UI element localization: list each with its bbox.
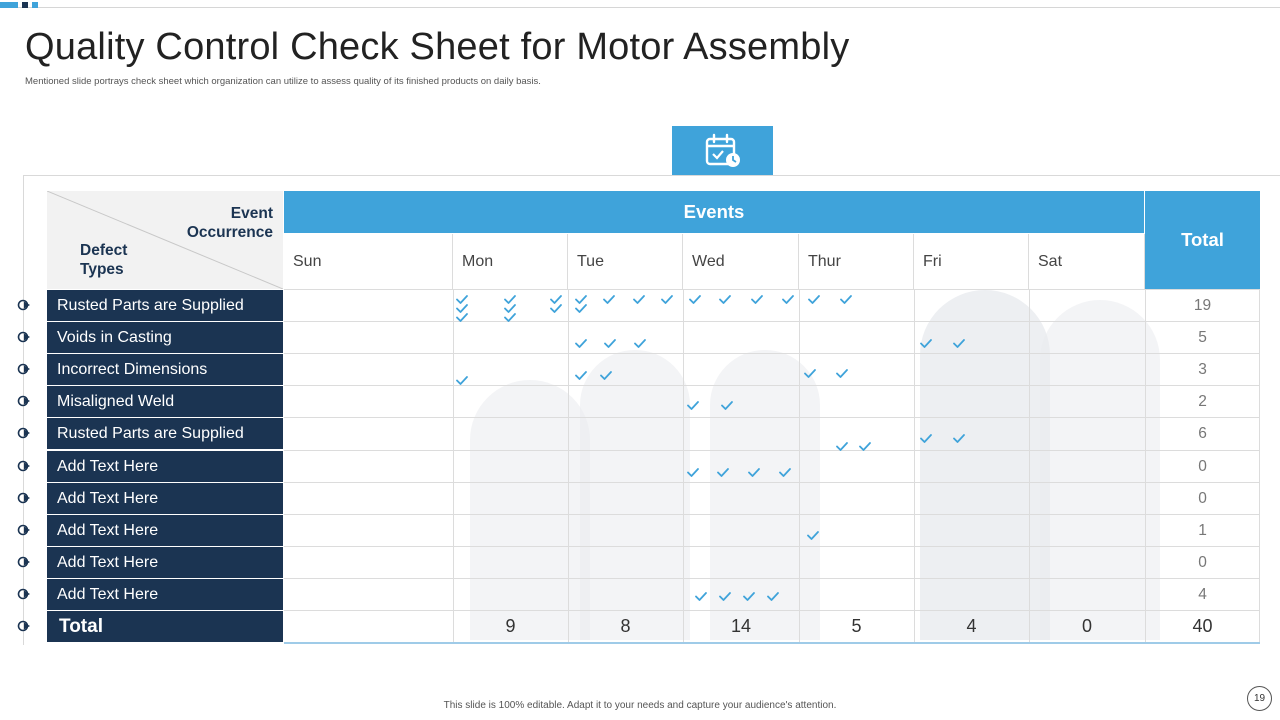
check-mark-icon xyxy=(603,295,615,304)
row-total: 2 xyxy=(1198,392,1207,410)
check-mark-icon xyxy=(695,592,707,601)
row-label-voids-casting xyxy=(47,322,283,353)
day-header-mon: Mon xyxy=(453,234,568,289)
check-mark-icon xyxy=(836,369,848,378)
grid-row-line xyxy=(284,578,1260,579)
grid-row-line xyxy=(284,417,1260,418)
check-mark-icon xyxy=(687,468,699,477)
row-label-total xyxy=(47,611,283,642)
grid-row-line xyxy=(284,353,1260,354)
check-mark-icon xyxy=(840,295,852,304)
arrow-bullet-icon xyxy=(17,587,31,601)
corner-accent-dark xyxy=(22,2,28,8)
check-mark-icon xyxy=(456,313,468,322)
grid-col-line xyxy=(799,289,800,643)
calendar-check-icon xyxy=(704,133,742,169)
check-mark-icon xyxy=(661,295,673,304)
row-label-text: Add Text Here xyxy=(57,585,159,603)
grid-col-line xyxy=(568,289,569,643)
row-label-incorrect-dimensions xyxy=(47,354,283,385)
defect-types-label xyxy=(80,241,127,279)
grid-row-line xyxy=(284,450,1260,451)
calendar-badge xyxy=(672,126,773,176)
row-label-text: Rusted Parts are Supplied xyxy=(57,296,244,314)
grid-row-line xyxy=(284,514,1260,515)
table-bottom-rule xyxy=(284,642,1260,644)
arrow-bullet-icon xyxy=(17,619,31,633)
check-mark-icon xyxy=(920,339,932,348)
row-total: 0 xyxy=(1198,489,1207,507)
row-label-text: Incorrect Dimensions xyxy=(57,360,208,378)
check-mark-icon xyxy=(689,295,701,304)
check-mark-icon xyxy=(859,442,871,451)
check-mark-icon xyxy=(953,339,965,348)
defect-label-line2: Types xyxy=(80,261,124,278)
day-header-thur: Thur xyxy=(799,234,914,289)
check-mark-icon xyxy=(456,304,468,313)
grid-row-line xyxy=(284,321,1260,322)
arrow-bullet-icon xyxy=(17,491,31,505)
event-label-line1: Event xyxy=(230,205,273,222)
row-total: 4 xyxy=(1198,585,1207,603)
day-total-wed: 14 xyxy=(730,616,752,636)
arrow-bullet-icon xyxy=(17,330,31,344)
check-mark-icon xyxy=(808,295,820,304)
row-label-placeholder xyxy=(47,451,283,482)
arrow-bullet-icon xyxy=(17,426,31,440)
check-mark-icon xyxy=(953,434,965,443)
check-mark-icon xyxy=(456,295,468,304)
row-total: 3 xyxy=(1198,360,1207,378)
row-total: 19 xyxy=(1193,296,1212,314)
arrow-bullet-icon xyxy=(17,459,31,473)
check-mark-icon xyxy=(719,295,731,304)
day-total-mon: 9 xyxy=(505,616,516,636)
day-total-sat: 0 xyxy=(1081,616,1092,636)
defect-label-line1: Defect xyxy=(80,242,128,259)
events-header: Events xyxy=(284,191,1144,233)
header-corner-cell xyxy=(47,191,283,289)
arrow-bullet-icon xyxy=(17,298,31,312)
grid-col-line xyxy=(683,289,684,643)
row-total: 0 xyxy=(1198,553,1207,571)
page-number: 19 xyxy=(1247,686,1272,711)
background-photo-figure xyxy=(470,380,590,640)
day-header-sat: Sat xyxy=(1029,234,1145,289)
frame-line-left xyxy=(23,175,24,645)
row-label-text: Misaligned Weld xyxy=(57,392,175,410)
day-header-tue: Tue xyxy=(568,234,683,289)
check-mark-icon xyxy=(836,442,848,451)
total-header: Total xyxy=(1145,191,1260,289)
corner-accent xyxy=(0,2,18,8)
footer-note: This slide is 100% editable. Adapt it to your needs and capture your audience's attention. xyxy=(443,700,837,711)
row-total: 0 xyxy=(1198,457,1207,475)
check-mark-icon xyxy=(920,434,932,443)
row-label-placeholder xyxy=(47,483,283,514)
arrow-bullet-icon xyxy=(17,362,31,376)
check-mark-icon xyxy=(633,295,645,304)
check-mark-icon xyxy=(751,295,763,304)
row-label-rusted-parts xyxy=(47,290,283,321)
check-mark-icon xyxy=(575,371,587,380)
row-label-placeholder xyxy=(47,547,283,578)
check-mark-icon xyxy=(575,295,587,304)
check-mark-icon xyxy=(575,339,587,348)
page-title: Quality Control Check Sheet for Motor Assembly xyxy=(25,26,850,68)
frame-line-top xyxy=(23,175,1280,176)
check-mark-icon xyxy=(779,468,791,477)
check-mark-icon xyxy=(504,304,516,313)
row-total: 6 xyxy=(1198,424,1207,442)
background-photo-figure xyxy=(1040,300,1160,640)
row-total: 1 xyxy=(1198,521,1207,539)
grid-row-line xyxy=(284,289,1260,290)
event-occurrence-label xyxy=(187,204,273,242)
arrow-bullet-icon xyxy=(17,555,31,569)
check-mark-icon xyxy=(600,371,612,380)
grid-col-line xyxy=(453,289,454,643)
check-mark-icon xyxy=(575,304,587,313)
check-mark-icon xyxy=(767,592,779,601)
day-header-fri: Fri xyxy=(914,234,1029,289)
row-total: 5 xyxy=(1198,328,1207,346)
grid-col-line xyxy=(1029,289,1030,643)
row-label-placeholder xyxy=(47,515,283,546)
row-label-text: Add Text Here xyxy=(57,553,159,571)
check-mark-icon xyxy=(550,295,562,304)
top-rule xyxy=(0,7,1280,8)
check-mark-icon xyxy=(719,592,731,601)
row-label-text: Add Text Here xyxy=(57,521,159,539)
check-mark-icon xyxy=(550,304,562,313)
day-total-tue: 8 xyxy=(620,616,631,636)
check-mark-icon xyxy=(504,295,516,304)
grid-row-line xyxy=(284,546,1260,547)
background-photo-figure xyxy=(580,350,690,640)
grid-col-line xyxy=(914,289,915,643)
row-label-text: Total xyxy=(59,615,103,637)
page-subtitle: Mentioned slide portrays check sheet which organization can utilize to assess quality of its finished products on daily basis. xyxy=(25,76,541,87)
corner-accent-small xyxy=(32,2,38,8)
check-mark-icon xyxy=(504,313,516,322)
check-mark-icon xyxy=(721,401,733,410)
row-label-text: Add Text Here xyxy=(57,457,159,475)
row-label-rusted-parts-2 xyxy=(47,418,283,449)
background-photo-figure xyxy=(920,290,1050,640)
check-mark-icon xyxy=(782,295,794,304)
check-mark-icon xyxy=(743,592,755,601)
check-mark-icon xyxy=(748,468,760,477)
check-mark-icon xyxy=(807,531,819,540)
grid-row-line xyxy=(284,482,1260,483)
check-mark-icon xyxy=(687,401,699,410)
arrow-bullet-icon xyxy=(17,523,31,537)
row-label-text: Add Text Here xyxy=(57,489,159,507)
row-label-text: Rusted Parts are Supplied xyxy=(57,424,244,442)
check-mark-icon xyxy=(456,376,468,385)
arrow-bullet-icon xyxy=(17,394,31,408)
day-total-fri: 4 xyxy=(966,616,977,636)
row-label-text: Voids in Casting xyxy=(57,328,172,346)
event-label-line2: Occurrence xyxy=(186,224,273,241)
grid-row-line xyxy=(284,385,1260,386)
check-mark-icon xyxy=(717,468,729,477)
grand-total: 40 xyxy=(1192,616,1213,636)
day-total-thur: 5 xyxy=(851,616,862,636)
row-label-placeholder xyxy=(47,579,283,610)
check-mark-icon xyxy=(604,339,616,348)
day-header-wed: Wed xyxy=(683,234,799,289)
check-mark-icon xyxy=(804,369,816,378)
check-mark-icon xyxy=(634,339,646,348)
day-header-sun: Sun xyxy=(284,234,453,289)
row-label-misaligned-weld xyxy=(47,386,283,417)
